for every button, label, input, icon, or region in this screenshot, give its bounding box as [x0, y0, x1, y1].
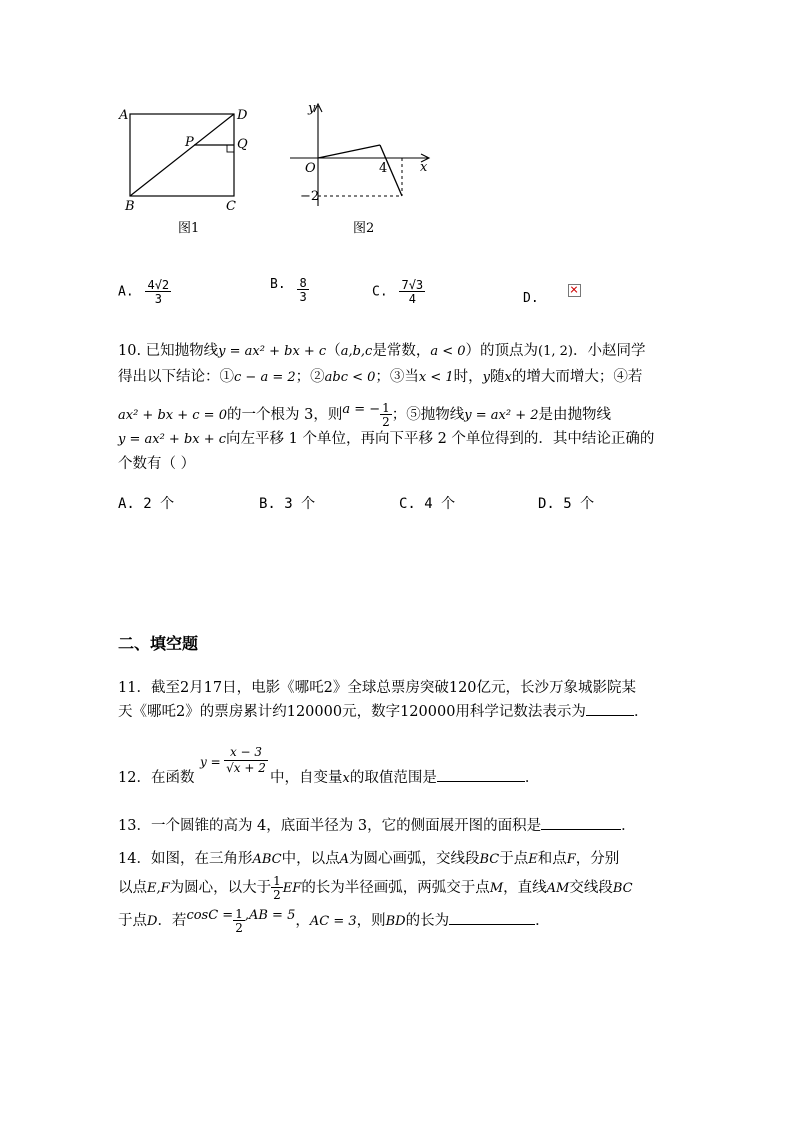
q14-math: BC	[612, 881, 633, 896]
q10-line-2	[118, 366, 688, 389]
q10-text: 的一个根为 3，则	[226, 407, 343, 423]
q14-math: ABC	[252, 852, 282, 867]
fig1-label-c: C	[226, 199, 236, 214]
q10-option-a: A. 2 个	[118, 496, 175, 512]
q12-rest	[270, 767, 539, 790]
q14-math: AC = 3	[309, 914, 357, 929]
q10-text: ．小赵同学	[572, 343, 646, 359]
q14-text: ，分别	[575, 851, 620, 867]
q14-text: 中，以点	[281, 851, 340, 867]
option-c-letter: C.	[372, 284, 388, 300]
q12-math: x	[342, 771, 350, 786]
q10-text: 是由抛物线	[538, 407, 612, 423]
question-10	[118, 340, 688, 475]
q10-option-b: B. 3 个	[259, 496, 316, 512]
q14-text: ，	[295, 913, 310, 929]
q10-fraction-den: 2	[382, 415, 390, 429]
q14-text: 的长为	[405, 913, 450, 929]
q10-math: y = ax² + 2	[464, 408, 539, 423]
q14-math: D	[147, 914, 158, 929]
q10-line-1	[118, 340, 688, 363]
option-d	[523, 291, 581, 306]
q14-math: cosC =	[186, 908, 234, 923]
q11-text: 天《哪吒2》的票房累计约120000元，数字120000用科学记数法表示为	[118, 704, 586, 720]
q10-options	[118, 493, 678, 513]
q12-answer-blank[interactable]	[437, 767, 525, 782]
q14-answer-blank[interactable]	[449, 910, 535, 925]
q10-text: 向左平移 1 个单位，再向下平移 2 个单位得到的．其中结论正确的	[226, 431, 655, 447]
fig2-label-y: y	[308, 101, 316, 116]
q13-end: ．	[621, 818, 636, 834]
q10-math: c − a = 2	[234, 370, 296, 385]
question-13	[118, 815, 688, 837]
q14-math: M	[489, 881, 504, 896]
q12-math: y =	[200, 755, 221, 769]
broken-image-icon	[568, 284, 581, 297]
q10-math: a = −	[342, 402, 381, 417]
q10-math: y = ax² + bx + c	[218, 344, 327, 359]
option-a-denominator: 3	[145, 291, 171, 305]
q14-text: 为圆心画弧，交线段	[348, 851, 480, 867]
option-c-fraction	[399, 279, 425, 305]
q14-text: ．若	[157, 913, 187, 929]
q14-math: ,AB = 5	[244, 908, 296, 923]
q14-math: BC	[479, 852, 500, 867]
option-a-numerator: 4√2	[147, 278, 170, 292]
option-a-letter: A.	[118, 284, 134, 300]
q10-math: y = ax² + bx + c	[118, 432, 227, 447]
q10-math: (1, 2)	[538, 344, 573, 359]
question-11	[118, 677, 688, 723]
option-a-fraction	[145, 279, 171, 305]
fig1-label-p: P	[185, 135, 194, 150]
q10-math: y	[482, 370, 491, 385]
q14-line-2	[118, 875, 688, 901]
q11-end: ．	[633, 704, 649, 720]
question-14	[118, 848, 688, 934]
q14-math: A	[339, 852, 349, 867]
q14-fraction-half	[271, 875, 283, 901]
option-a	[118, 279, 171, 305]
q12-denominator: √x + 2	[226, 761, 266, 775]
q14-text: 以点	[118, 880, 147, 896]
fig1-caption: 图1	[178, 221, 200, 236]
q14-fraction-num: 1	[235, 907, 243, 921]
fig2-label-4: 4	[379, 161, 388, 176]
q10-line-5	[118, 453, 688, 475]
q12-denominator-inner: x + 2	[233, 761, 266, 775]
q10-text: 得出以下结论：①	[118, 369, 234, 385]
figure-2	[280, 98, 440, 243]
q13-text: 13．一个圆锥的高为 4，底面半径为 3，它的侧面展开图的面积是	[118, 818, 542, 834]
q10-text: 个数有（ ）	[118, 456, 196, 472]
q10-text: ；②	[295, 369, 325, 385]
q10-math: a,b,c	[340, 344, 373, 359]
q14-fraction-den: 2	[273, 888, 281, 902]
q11-line-1: 11．截至2月17日，电影《哪吒2》全球总票房突破120亿元，长沙万象城影院某	[118, 680, 637, 696]
fig2-caption: 图2	[353, 221, 375, 236]
q11-answer-blank[interactable]	[586, 701, 634, 716]
figure-1	[110, 100, 260, 240]
option-d-letter: D.	[523, 291, 539, 306]
q14-math: EF	[282, 881, 302, 896]
option-b	[270, 277, 309, 303]
option-c	[372, 279, 425, 305]
q10-text: 的增大而增大；④若	[511, 369, 643, 385]
q10-math: abc < 0	[324, 370, 376, 385]
q14-text: 交线段	[569, 880, 613, 896]
q14-text: ，直线	[503, 880, 547, 896]
q12-end: ．	[524, 770, 540, 786]
q14-end: ．	[535, 913, 550, 929]
q10-option-c: C. 4 个	[399, 496, 456, 512]
q10-fraction-num: 1	[382, 401, 390, 415]
question-12	[118, 745, 688, 795]
q12-text: 12．在函数	[118, 770, 195, 786]
q14-text: 于点	[499, 851, 529, 867]
q10-text: 随	[490, 369, 505, 385]
q10-text: 10. 已知抛物线	[118, 343, 219, 359]
q10-text: ）的顶点为	[465, 343, 539, 359]
q14-text: 14．如图，在三角形	[118, 851, 253, 867]
option-c-denominator: 4	[399, 291, 425, 305]
q14-math: E	[528, 852, 538, 867]
q12-text: 中，自变量	[270, 770, 343, 786]
q10-text: ；③当	[375, 369, 419, 385]
option-c-numerator: 7√3	[401, 278, 424, 292]
q14-text: 为圆心，以大于	[169, 880, 272, 896]
fig1-label-a: A	[119, 108, 129, 123]
q10-text: （	[326, 343, 341, 359]
q10-text: 是常数，	[372, 343, 431, 359]
fig1-label-b: B	[125, 199, 135, 214]
q14-fraction-cos	[233, 908, 245, 934]
q11-line-2	[118, 701, 688, 723]
fig1-label-d: D	[237, 108, 248, 123]
q14-line-1	[118, 848, 688, 871]
q14-math: E,F	[147, 881, 170, 896]
q12-fraction	[224, 745, 268, 775]
fig2-label-x: x	[420, 160, 428, 175]
q14-math: AM	[546, 881, 570, 896]
fig1-label-q: Q	[237, 137, 248, 152]
q10-math: a < 0	[430, 344, 466, 359]
q14-text: ，则	[356, 913, 386, 929]
q10-math: x < 1	[418, 370, 454, 385]
q13-answer-blank[interactable]	[541, 815, 621, 830]
q10-math: ax² + bx + c = 0	[118, 408, 227, 423]
q14-fraction-num: 1	[273, 874, 281, 888]
q14-text: 和点	[537, 851, 567, 867]
q14-fraction-den: 2	[235, 921, 243, 935]
q12-text: 的取值范围是	[349, 770, 437, 786]
q12-numerator: x − 3	[229, 745, 263, 759]
q10-line-3	[118, 399, 688, 428]
q9-options	[118, 273, 678, 313]
q10-option-d: D. 5 个	[538, 496, 595, 512]
q10-text: ；⑤抛物线	[391, 407, 465, 423]
q14-math: F	[566, 852, 576, 867]
option-b-denominator: 3	[299, 290, 307, 304]
option-b-numerator: 8	[299, 276, 307, 290]
fig2-label-neg2: −2	[300, 189, 320, 204]
option-b-fraction	[297, 277, 308, 303]
q14-math: BD	[385, 914, 406, 929]
q10-line-4	[118, 428, 688, 451]
fig2-label-o: O	[305, 161, 316, 176]
q10-fraction	[380, 402, 392, 428]
q10-text: 时，	[453, 369, 483, 385]
section-title: 二、填空题	[118, 634, 199, 653]
q10-math: x	[504, 370, 512, 385]
option-b-letter: B.	[270, 277, 286, 292]
q14-text: 的长为半径画弧，两弧交于点	[301, 880, 490, 896]
q14-line-3	[118, 905, 688, 934]
q14-text: 于点	[118, 913, 147, 929]
